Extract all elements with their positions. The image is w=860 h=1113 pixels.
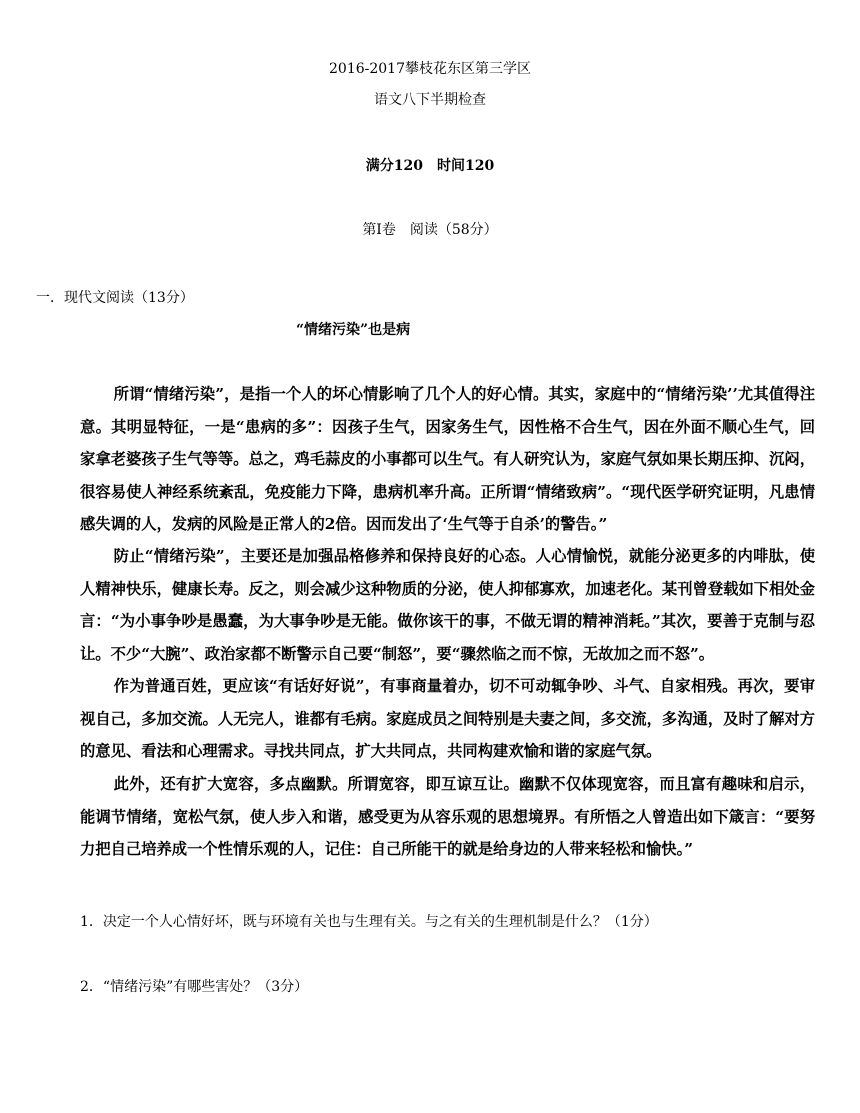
section-label: 一．现代文阅读（13分） <box>36 290 194 306</box>
score-time: 满分120 时间120 <box>365 158 495 174</box>
exam-subtitle: 语文八下半期检查 <box>374 92 486 108</box>
article-paragraph: 防止“情绪污染”，主要还是加强品格修养和保持良好的心态。人心情愉悦，就能分泌更多的内啡肽，使人精神快乐，健康长寿。反之，则会减少这种物质的分泌，使人抑郁寡欢，加速老化。某刊曾登载如下相处金言：“为小事争吵是愚蠢，为大事争吵是无能。做你该干的事，不做无谓的精神消耗。”其次，要善于克制与忍让。不少“大腕”、政治家都不断警示自己要“制怒”，要“骤然临之而不惊，无故加之而不怒”。 <box>80 547 815 663</box>
article-paragraph: 作为普通百姓，更应该“有话好好说”，有事商量着办，切不可动辄争吵、斗气、自家相残。再次，要审视自己，多加交流。人无完人，谁都有毛病。家庭成员之间特别是夫妻之间，多交流，多沟通，及时了解对方的意见、看法和心理需求。寻找共同点，扩大共同点，共同构建欢愉和谐的家庭气氛。 <box>80 677 815 760</box>
article-paragraph: 所谓“情绪污染”，是指一个人的坏心情影响了几个人的好心情。其实，家庭中的“情绪污染’’尤其值得注意。其明显特征，一是“患病的多”：因孩子生气，因家务生气，因性格不合生气，因在外面不顺心生气，回家拿老婆孩子生气等等。总之，鸡毛蒜皮的小事都可以生气。有人研究认为，家庭气氛如果长期压抑、沉闷，很容易使人神经系统紊乱，免疫能力下降，患病机率升高。正所谓“情绪致病”。“现代医学研究证明，凡患情感失调的人，发病的风险是正常人的2倍。因而发出了‘生气等于自杀’的警告。” <box>80 385 815 533</box>
part-label: 第I卷 阅读（58分） <box>362 222 498 238</box>
exam-title: 2016-2017攀枝花东区第三学区 <box>329 61 531 77</box>
question-item: 1．决定一个人心情好坏，既与环境有关也与生理有关。与之有关的生理机制是什么？（1分） <box>80 914 658 930</box>
article-paragraph: 此外，还有扩大宽容，多点幽默。所谓宽容，即互谅互让。幽默不仅体现宽容，而且富有趣味和启示，能调节情绪，宽松气氛，使人步入和谐，感受更为从容乐观的思想境界。有所悟之人曾造出如下箴言：“要努力把自己培养成一个性情乐观的人，记住：自己所能干的就是给身边的人带来轻松和愉快。” <box>80 775 815 858</box>
article-title: “情绪污染”也是病 <box>296 322 411 338</box>
question-item: 2．“情绪污染”有哪些害处？（3分） <box>80 979 309 995</box>
